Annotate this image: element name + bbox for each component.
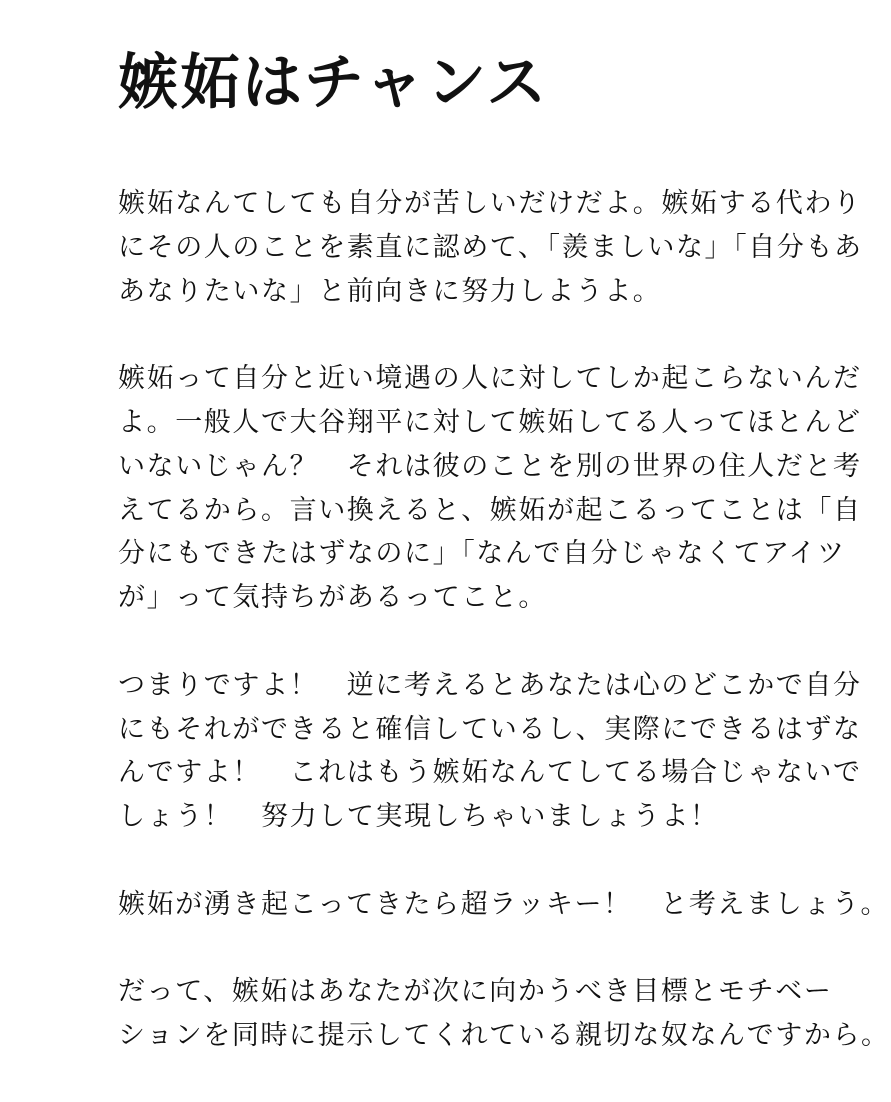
text-line: えてるから。言い換えると、嫉妬が起こるってことは「自: [118, 494, 862, 526]
text-line: 嫉妬が湧き起こってきたら超ラッキー！ と考えましょう。: [118, 888, 890, 920]
text-line: 分にもできたはずなのに」「なんで自分じゃなくてアイツ: [118, 538, 846, 570]
text-line: にもそれができると確信しているし、実際にできるはずな: [118, 713, 862, 745]
paragraph-2: [118, 357, 862, 620]
text-line: しょう！ 努力して実現しちゃいましょうよ！: [118, 801, 719, 833]
text-line: が」って気持ちがあるってこと。: [118, 582, 547, 614]
article-body: [118, 182, 890, 1102]
text-line: よ。一般人で大谷翔平に対して嫉妬してる人ってほとんど: [118, 406, 862, 438]
text-line: あなりたいな」と前向きに努力しようよ。: [118, 275, 662, 307]
paragraph-1: [118, 182, 863, 313]
text-line: ションを同時に提示してくれている親切な奴なんですから。: [118, 1020, 890, 1052]
text-line: いないじゃん？ それは彼のことを別の世界の住人だと考: [118, 450, 862, 482]
text-line: にその人のことを素直に認めて、「羨ましいな」「自分もあ: [118, 231, 863, 263]
paragraph-3: [118, 664, 862, 839]
page-title: 嫉妬はチャンス: [118, 48, 549, 118]
text-line: 嫉妬って自分と近い境遇の人に対してしか起こらないんだ: [118, 363, 862, 395]
text-line: んですよ！ これはもう嫉妬なんてしてる場合じゃないで: [118, 757, 862, 789]
text-line: 嫉妬なんてしても自分が苦しいだけだよ。嫉妬する代わり: [118, 188, 862, 219]
paragraph-4: [118, 883, 890, 927]
paragraph-5: [118, 970, 890, 1058]
text-line: つまりですよ！ 逆に考えるとあなたは心のどこかで自分: [118, 669, 862, 701]
text-line: だって、嫉妬はあなたが次に向かうべき目標とモチベー: [118, 976, 833, 1008]
